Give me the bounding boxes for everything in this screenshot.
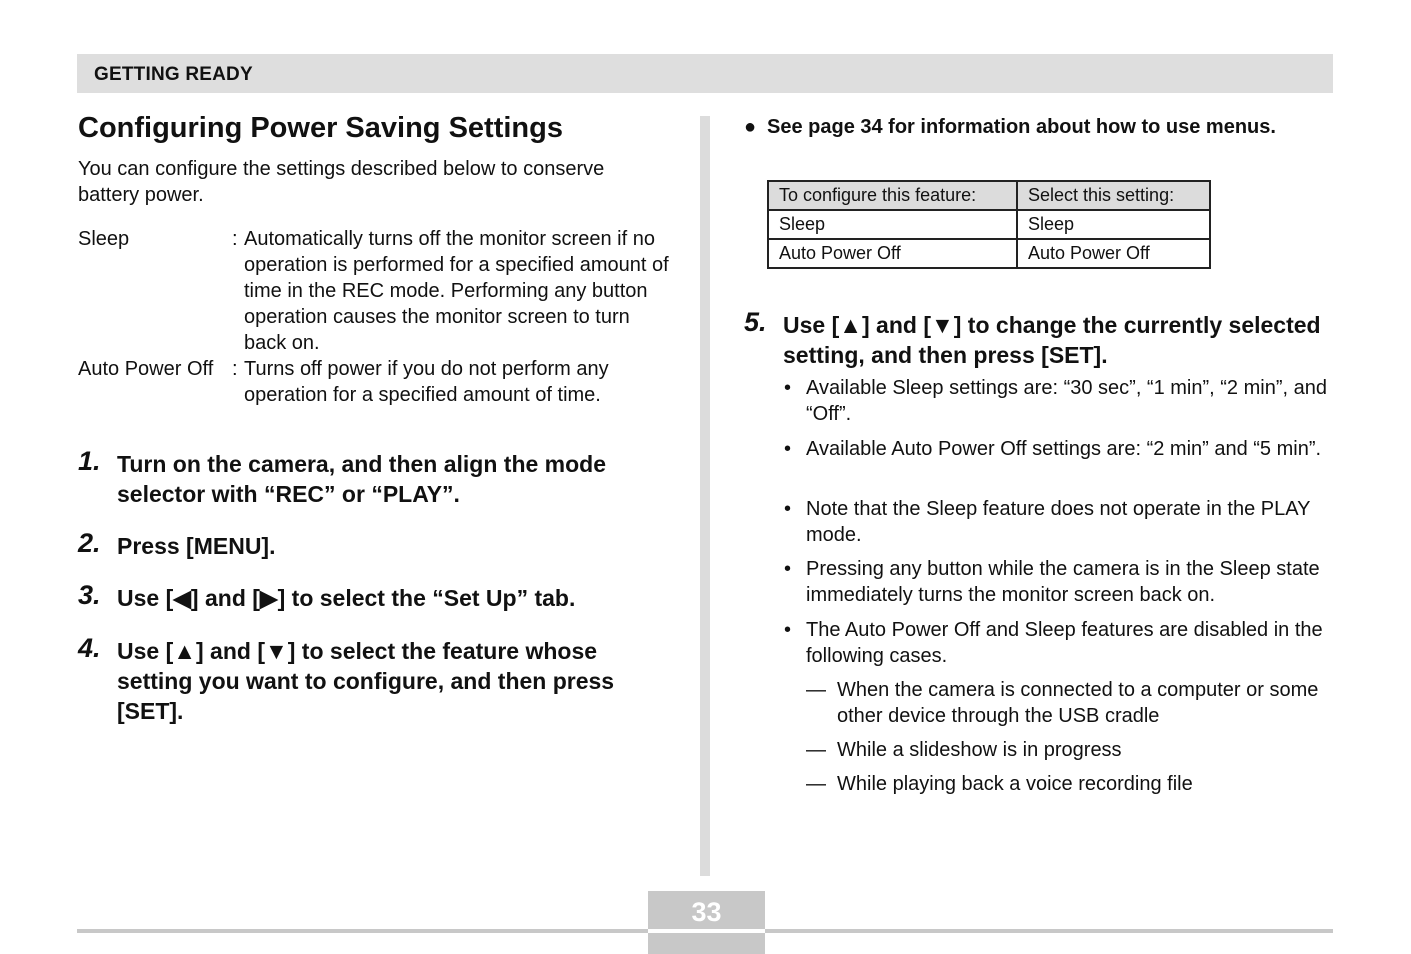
step-number: 3. [78, 580, 101, 610]
table-row [768, 210, 1210, 239]
table-cell: Auto Power Off [768, 239, 1017, 268]
list-item-text: Available Auto Power Off settings are: “2 min” and “5 min”. [806, 438, 1322, 460]
definition-term: Auto Power Off [78, 358, 214, 380]
list-item-text: Pressing any button while the camera is in the Sleep state immediately turns the monitor screen back on. [806, 558, 1320, 606]
page-number-separator [648, 929, 765, 933]
page-number: 33 [691, 897, 722, 927]
step-number: 4. [78, 633, 101, 663]
step-text: Use [▲] and [▼] to select the feature whose setting you want to configure, and then press [SET]. [117, 638, 615, 724]
section-header [77, 54, 1333, 93]
table-header-row [768, 181, 1210, 210]
bullet-mark: • [784, 498, 792, 520]
column-divider [700, 116, 710, 876]
list-item-text: Note that the Sleep feature does not operate in the PLAY mode. [806, 498, 1311, 546]
sub-list-item-text: While a slideshow is in progress [837, 739, 1122, 761]
table-cell: Sleep [768, 210, 1017, 239]
dash-mark: — [806, 773, 826, 795]
dash-mark: — [806, 739, 826, 761]
step-text: Press [MENU]. [117, 533, 276, 559]
step-number: 2. [78, 528, 101, 558]
definition-colon: : [232, 228, 238, 250]
table-header: To configure this feature: [768, 181, 1017, 210]
step-number: 5. [744, 307, 767, 337]
sub-list-item-text: When the camera is connected to a computer or some other device through the USB cradle [837, 679, 1319, 727]
sub-list-item-text: While playing back a voice recording file [837, 773, 1193, 795]
step-text: Turn on the camera, and then align the mode selector with “REC” or “PLAY”. [117, 451, 607, 507]
bullet-dot-icon: ● [744, 116, 757, 138]
page-title: Configuring Power Saving Settings [78, 112, 563, 144]
step-text: Use [◀] and [▶] to select the “Set Up” tab. [117, 585, 576, 611]
bullet-mark: • [784, 377, 792, 399]
list-item-text: Available Sleep settings are: “30 sec”, “1 min”, “2 min”, and “Off”. [806, 377, 1327, 425]
definition-description: Automatically turns off the monitor screen if no operation is performed for a specified amount of time in the REC mode. Performing any button operation causes the monitor screen to turn back on. [244, 228, 669, 354]
note-text: See page 34 for information about how to use menus. [767, 116, 1276, 138]
table-row [768, 239, 1210, 268]
step-text: Use [▲] and [▼] to change the currently selected setting, and then press [SET]. [783, 312, 1321, 368]
bullet-mark: • [784, 558, 792, 580]
definition-colon: : [232, 358, 238, 380]
intro-text: You can configure the settings described below to conserve battery power. [78, 158, 605, 206]
page-number-box [648, 891, 765, 954]
bullet-mark: • [784, 438, 792, 460]
bullet-mark: • [784, 619, 792, 641]
list-item-text: The Auto Power Off and Sleep features are disabled in the following cases. [806, 619, 1323, 667]
step-number: 1. [78, 446, 101, 476]
table-header: Select this setting: [1017, 181, 1210, 210]
table-cell: Sleep [1017, 210, 1210, 239]
dash-mark: — [806, 679, 826, 701]
section-title: GETTING READY [94, 64, 253, 85]
definition-term: Sleep [78, 228, 130, 250]
definition-description: Turns off power if you do not perform any operation for a specified amount of time. [244, 358, 609, 406]
settings-table [767, 180, 1211, 269]
table-cell: Auto Power Off [1017, 239, 1210, 268]
